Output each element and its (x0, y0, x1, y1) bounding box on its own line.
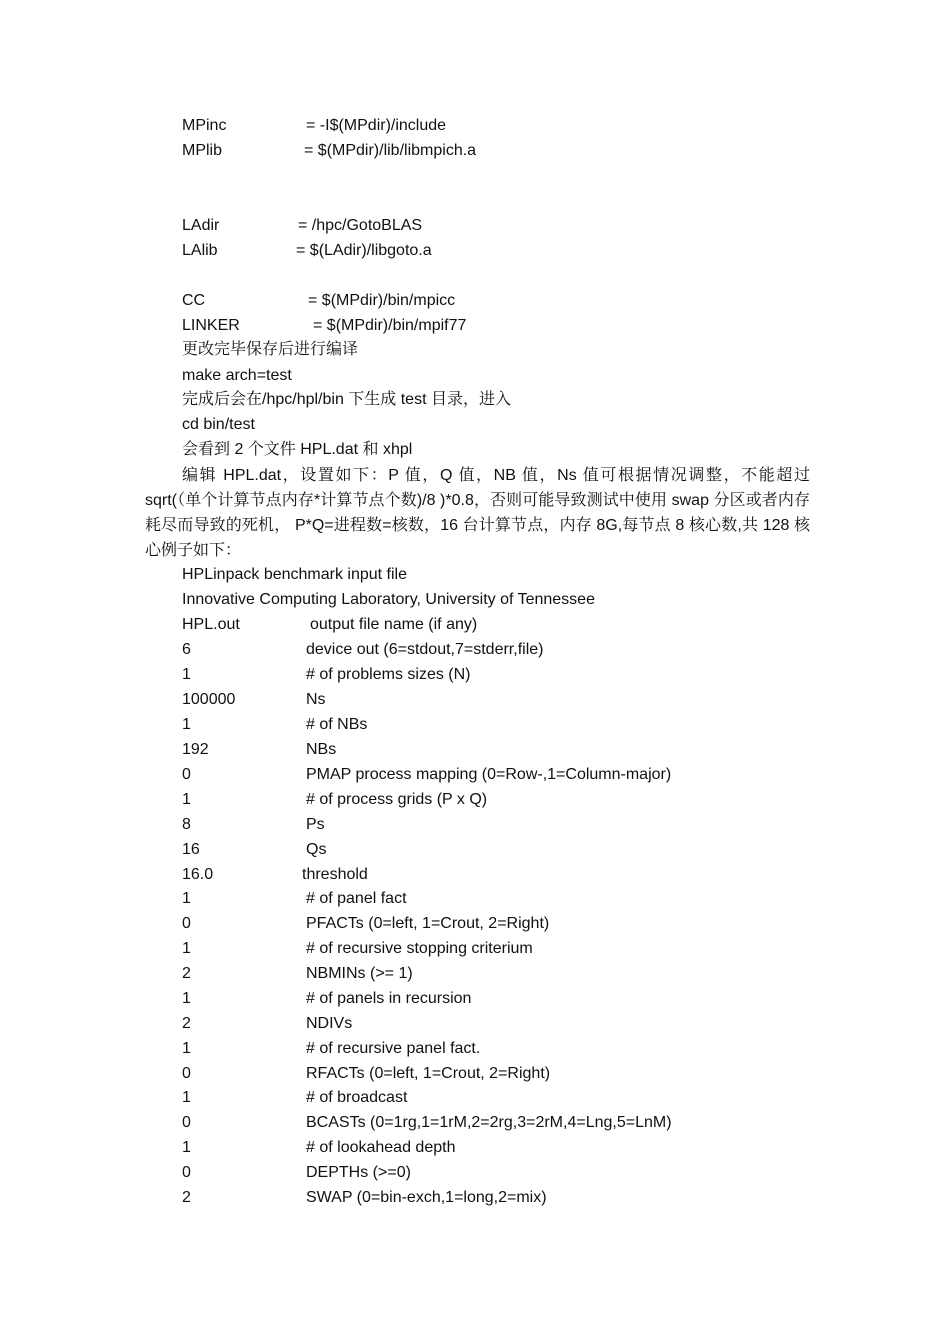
hpl-value: 16 (182, 841, 200, 858)
hpl-value: 6 (182, 641, 191, 658)
makefile-key: LAlib (182, 242, 218, 259)
hpl-desc: # of problems sizes (N) (306, 666, 471, 683)
hpl-value: 1 (182, 940, 191, 957)
step-text: 会看到 2 个文件 HPL.dat 和 xhpl (182, 441, 413, 458)
makefile-key: LINKER (182, 317, 240, 334)
hpl-header-text: HPLinpack benchmark input file (182, 566, 408, 583)
hpl-value: 0 (182, 915, 191, 932)
step-text: 完成后会在/hpc/hpl/bin 下生成 test 目录，进入 (182, 391, 511, 408)
makefile-value: = $(MPdir)/bin/mpif77 (313, 317, 467, 334)
makefile-key: MPinc (182, 117, 227, 134)
hpl-value: 2 (182, 1015, 191, 1032)
hpl-value: 192 (182, 741, 209, 758)
hpl-desc: # of recursive stopping criterium (306, 940, 533, 957)
hpl-value: 0 (182, 1114, 191, 1131)
hpl-desc: # of panels in recursion (306, 990, 472, 1007)
hpl-desc: device out (6=stdout,7=stderr,file) (306, 641, 544, 658)
hpl-desc: Ps (306, 816, 325, 833)
hpl-value: 8 (182, 816, 191, 833)
hpl-desc: # of panel fact (306, 890, 407, 907)
hpl-desc: # of lookahead depth (306, 1139, 456, 1156)
hpl-desc: # of NBs (306, 716, 368, 733)
makefile-value: = $(LAdir)/libgoto.a (296, 242, 432, 259)
step-text: cd bin/test (182, 416, 255, 433)
hpl-desc: # of process grids (P x Q) (306, 791, 488, 808)
hpl-value: 0 (182, 766, 191, 783)
hpl-value: 1 (182, 716, 191, 733)
makefile-value: = /hpc/GotoBLAS (298, 217, 423, 234)
makefile-value: = -I$(MPdir)/include (306, 117, 447, 134)
hpl-header-text: Innovative Computing Laboratory, University of Tennessee (182, 591, 595, 608)
hpl-value: 1 (182, 890, 191, 907)
hpl-desc: DEPTHs (>=0) (306, 1164, 411, 1181)
hpl-desc: PFACTs (0=left, 1=Crout, 2=Right) (306, 915, 550, 932)
hpl-value: 1 (182, 791, 191, 808)
makefile-value: = $(MPdir)/lib/libmpich.a (304, 142, 477, 159)
hpl-value: 0 (182, 1065, 191, 1082)
hpl-desc: Ns (306, 691, 326, 708)
hpl-value: 1 (182, 1040, 191, 1057)
step-text: make arch=test (182, 367, 292, 384)
hpl-value: 2 (182, 965, 191, 982)
hpl-desc: NBs (306, 741, 337, 758)
hpl-value: 100000 (182, 691, 236, 708)
makefile-key: CC (182, 292, 206, 309)
makefile-key: LAdir (182, 217, 220, 234)
instruction-paragraph: 编辑 HPL.dat，设置如下：P 值，Q 值，NB 值，Ns 值可根据情况调整，不能超过 sqrt(（单个计算节点内存*计算节点个数)/8 )*0.8，否则可能导致测试中使用 swap 分区或者内存耗尽而导致的死机， P*Q=进程数=核数，16 台计算节点，内存 8G,每节点 8 核心数,共 128 核心例子如下： (145, 467, 810, 559)
hpl-value: 2 (182, 1189, 191, 1206)
hpl-desc: BCASTs (0=1rg,1=1rM,2=2rg,3=2rM,4=Lng,5=LnM) (306, 1114, 672, 1131)
hpl-value: 1 (182, 1089, 191, 1106)
step-text: 更改完毕保存后进行编译 (182, 341, 359, 358)
hpl-value: 1 (182, 990, 191, 1007)
hpl-value: 16.0 (182, 866, 214, 883)
hpl-desc: PMAP process mapping (0=Row-,1=Column-major) (306, 766, 672, 783)
makefile-key: MPlib (182, 142, 223, 159)
makefile-value: = $(MPdir)/bin/mpicc (308, 292, 456, 309)
hpl-value: 1 (182, 666, 191, 683)
hpl-desc: # of broadcast (306, 1089, 408, 1106)
hpl-value: 1 (182, 1139, 191, 1156)
hpl-value: HPL.out (182, 616, 240, 633)
hpl-desc: SWAP (0=bin-exch,1=long,2=mix) (306, 1189, 547, 1206)
hpl-desc: threshold (302, 866, 368, 883)
hpl-desc: RFACTs (0=left, 1=Crout, 2=Right) (306, 1065, 551, 1082)
hpl-desc: Qs (306, 841, 327, 858)
hpl-desc: NBMINs (>= 1) (306, 965, 413, 982)
hpl-desc: output file name (if any) (310, 616, 478, 633)
hpl-desc: NDIVs (306, 1015, 353, 1032)
hpl-value: 0 (182, 1164, 191, 1181)
hpl-desc: # of recursive panel fact. (306, 1040, 481, 1057)
